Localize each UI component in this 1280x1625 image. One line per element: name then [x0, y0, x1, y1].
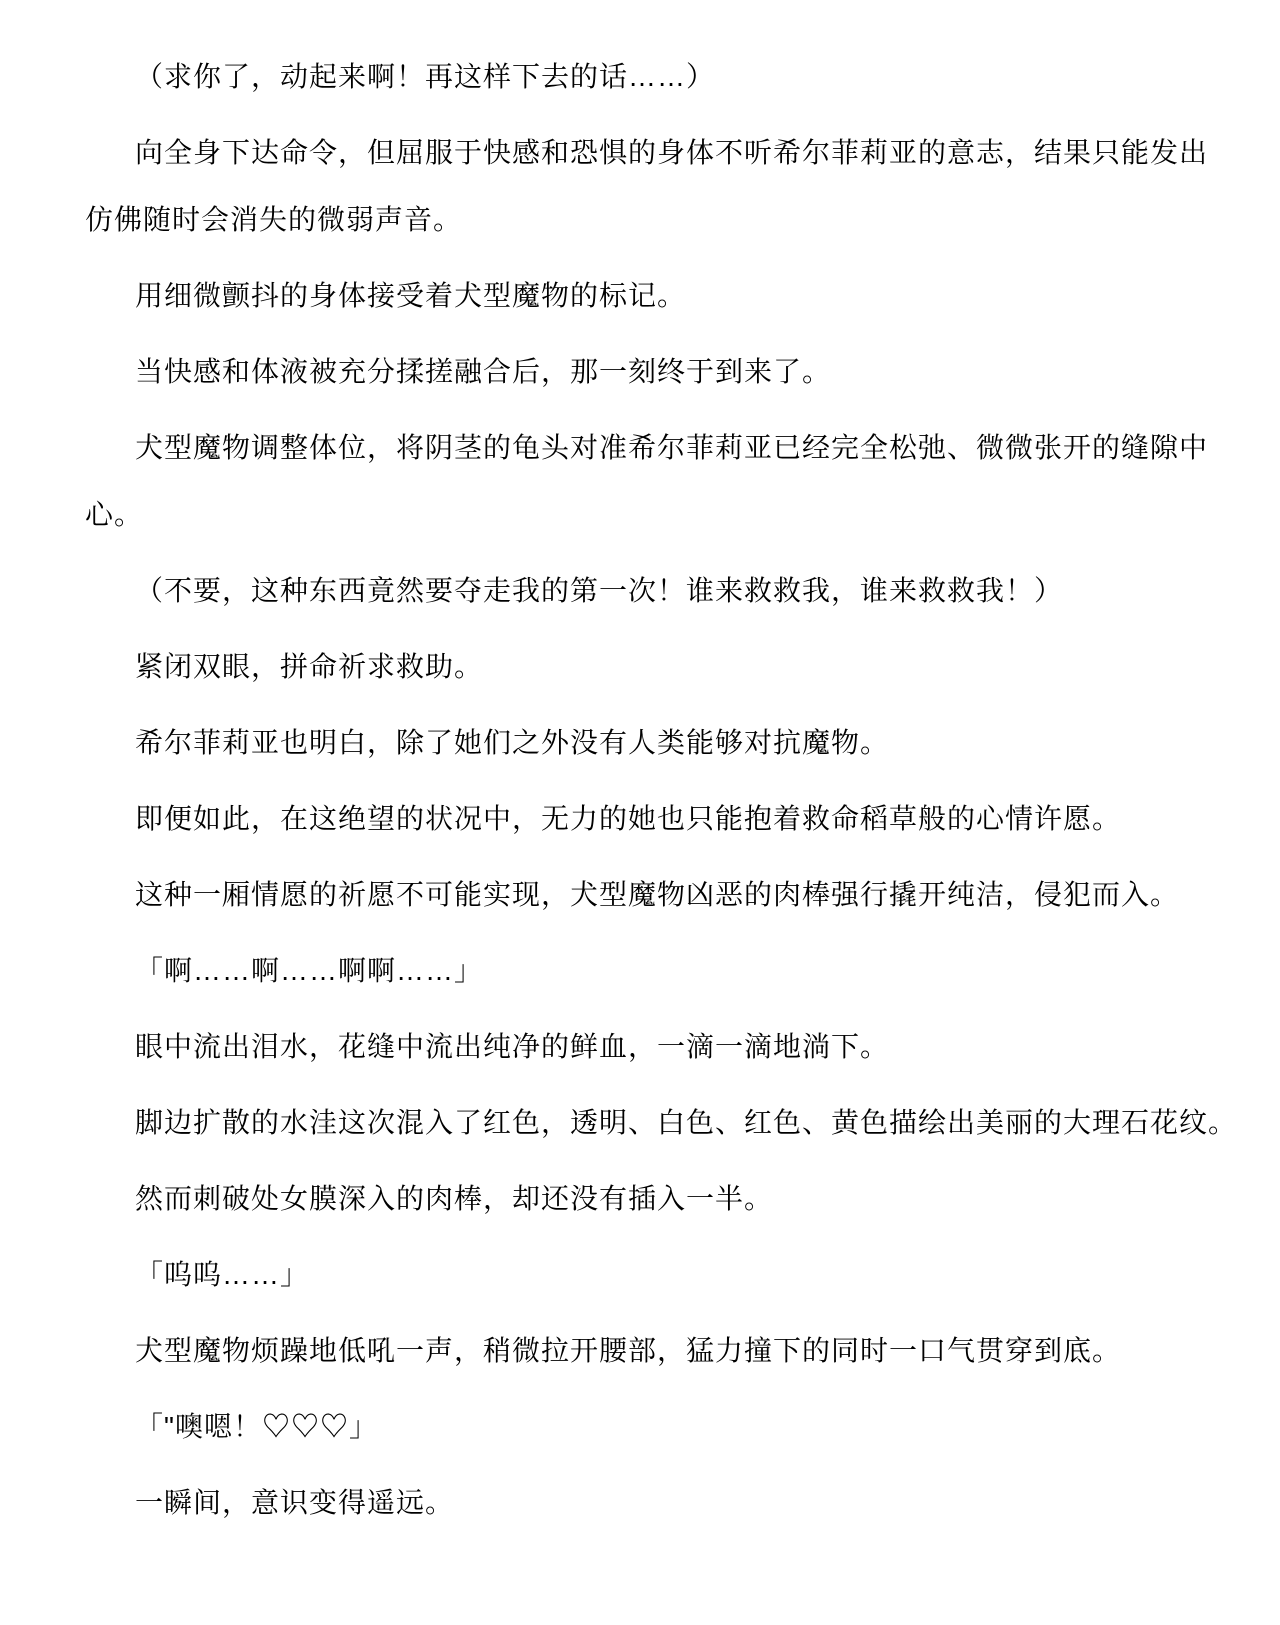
paragraph-line: 希尔菲莉亚也明白，除了她们之外没有人类能够对抗魔物。 [135, 727, 890, 758]
paragraph-line: 心。 [85, 499, 144, 530]
paragraph-line: 即便如此，在这绝望的状况中，无力的她也只能抱着救命稻草般的心情许愿。 [135, 803, 1122, 834]
paragraph-line: 眼中流出泪水，花缝中流出纯净的鲜血，一滴一滴地淌下。 [135, 1031, 890, 1062]
paragraph [85, 119, 1220, 253]
paragraph [85, 1013, 1220, 1080]
paragraph-dialogue [85, 1393, 1220, 1460]
paragraph-line: 「啊……啊……啊啊……」 [135, 955, 484, 986]
paragraph-line: 「"噢嗯！♡♡♡」 [135, 1411, 378, 1442]
paragraph [85, 1089, 1238, 1156]
paragraph-line: 犬型魔物调整体位，将阴茎的龟头对准希尔菲莉亚已经完全松弛、微微张开的缝隙中 [135, 432, 1209, 463]
paragraph [85, 557, 1220, 624]
paragraph-line: 一瞬间，意识变得遥远。 [135, 1487, 455, 1518]
paragraph-line: 脚边扩散的水洼这次混入了红色，透明、白色、红色、黄色描绘出美丽的大理石花纹。 [135, 1107, 1238, 1138]
paragraph [85, 262, 1220, 329]
paragraph-line: 用细微颤抖的身体接受着犬型魔物的标记。 [135, 280, 687, 311]
paragraph-line: 当快感和体液被充分揉搓融合后，那一刻终于到来了。 [135, 356, 832, 387]
paragraph-line: 犬型魔物烦躁地低吼一声，稍微拉开腰部，猛力撞下的同时一口气贯穿到底。 [135, 1335, 1122, 1366]
paragraph-dialogue [85, 937, 1220, 1004]
paragraph-line: 这种一厢情愿的祈愿不可能实现，犬型魔物凶恶的肉棒强行撬开纯洁，侵犯而入。 [135, 879, 1180, 910]
paragraph [85, 1165, 1220, 1232]
paragraph [85, 1317, 1220, 1384]
paragraph [85, 709, 1220, 776]
paragraph-dialogue [85, 1241, 1220, 1308]
paragraph [85, 633, 1220, 700]
paragraph-line: 「呜呜……」 [135, 1259, 310, 1290]
paragraph [85, 785, 1220, 852]
paragraph [85, 414, 1220, 548]
paragraph [85, 43, 1220, 110]
paragraph-line: 紧闭双眼，拼命祈求救助。 [135, 651, 484, 682]
paragraph [85, 1469, 1220, 1536]
paragraph [85, 861, 1220, 928]
paragraph-line: （求你了，动起来啊！再这样下去的话……） [135, 61, 716, 92]
novel-text [85, 43, 1238, 1536]
paragraph-line: 向全身下达命令，但屈服于快感和恐惧的身体不听希尔菲莉亚的意志，结果只能发出 [135, 137, 1209, 168]
paragraph-line: （不要，这种东西竟然要夺走我的第一次！谁来救救我，谁来救救我！） [135, 575, 1064, 606]
paragraph-line: 仿佛随时会消失的微弱声音。 [85, 204, 463, 235]
paragraph-line: 然而刺破处女膜深入的肉棒，却还没有插入一半。 [135, 1183, 774, 1214]
paragraph [85, 338, 1220, 405]
